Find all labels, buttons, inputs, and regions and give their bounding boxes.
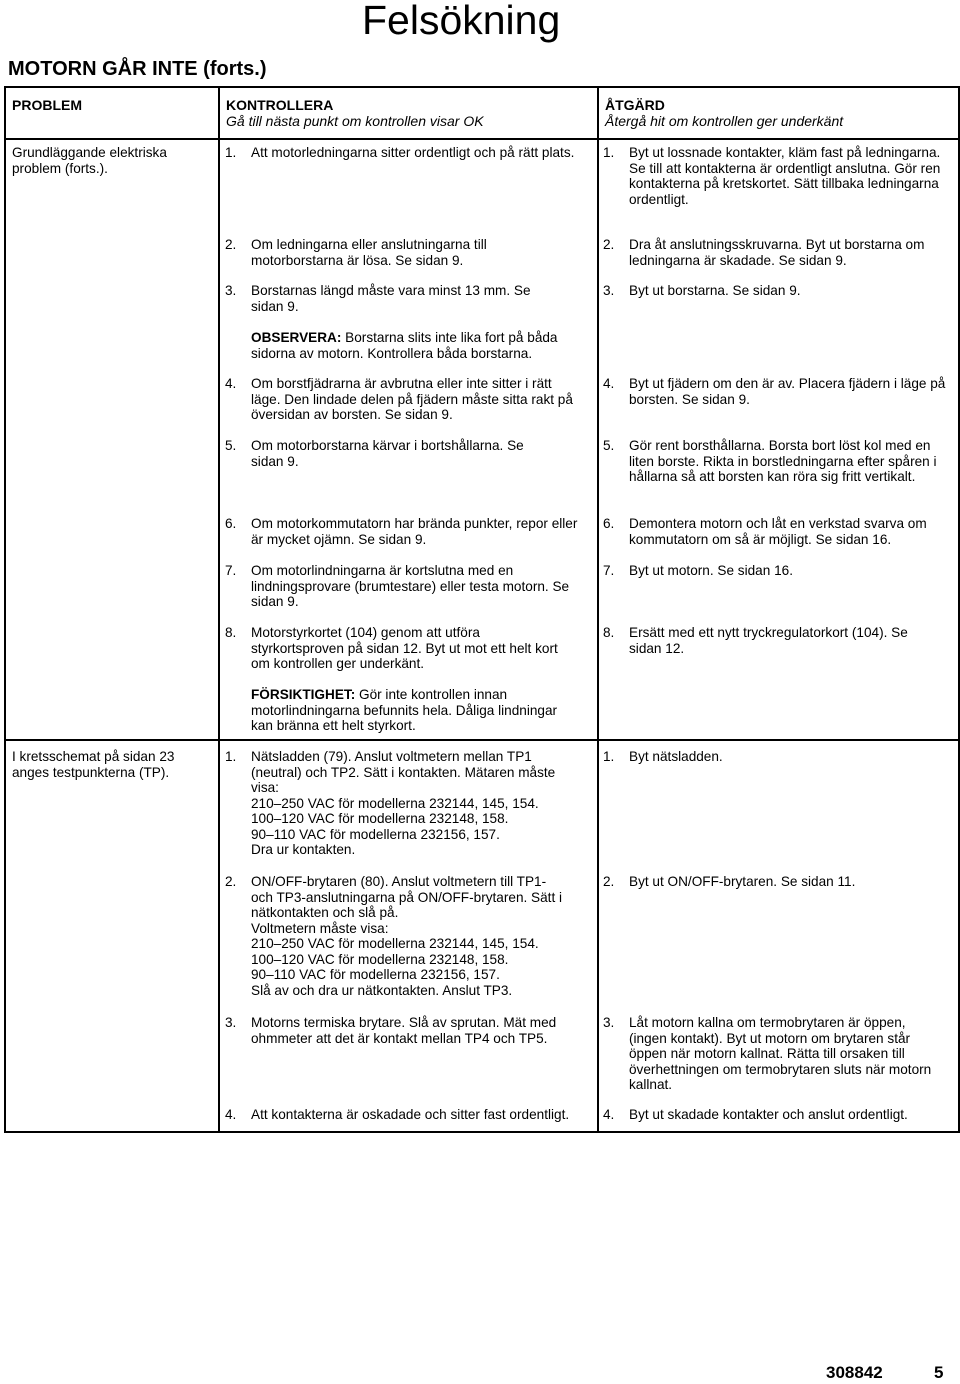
action-item: 3. Låt motorn kallna om termobrytaren är öppen, (ingen kontakt). Byt ut motorn om brytaren står öppen när motorn kallnat. Rätta till orsaken till överhettningen om termobrytaren sluts när motorn kallnat. [603, 1015, 932, 1092]
action-item: 4. Byt ut skadade kontakter och anslut ordentligt. [603, 1107, 908, 1122]
header-action-subtitle: Återgå hit om kontrollen ger underkänt [605, 112, 844, 129]
check-item: 4. Att kontakterna är oskadade och sitter fast ordentligt. [225, 1107, 570, 1122]
action-item: 4. Byt ut fjädern om den är av. Placera fjädern i läge på borsten. Se sidan 9. [603, 376, 946, 407]
check-item: 1. Att motorledningarna sitter ordentligt och på rätt plats. [225, 145, 575, 160]
column-divider [218, 88, 220, 1131]
note-observera: OBSERVERA: Borstarna slits inte lika fort på båda sidorna av motorn. Kontrollera båda borstarna. [251, 330, 558, 361]
troubleshooting-table [4, 86, 960, 1133]
check-item: 2. ON/OFF-brytaren (80). Anslut voltmetern till TP1- och TP3-anslutningarna på ON/OFF-brytaren. Sätt i nätkontakten och slå på. Voltmetern måste visa: 210–250 VAC för modellerna 232144, 145, 154. 100–120 VAC för modellerna 232148, 158. 90–110 VAC för modellerna 232156, 157. Slå av och dra ur nätkontakten. Anslut TP3. [225, 874, 563, 998]
document-number: 308842 [826, 1363, 883, 1382]
action-item: 2. Byt ut ON/OFF-brytaren. Se sidan 11. [603, 874, 856, 889]
check-item: 6. Om motorkommutatorn har brända punkter, repor eller är mycket ojämn. Se sidan 9. [225, 516, 578, 547]
check-item: 8. Motorstyrkortet (104) genom att utföra styrkortsproven på sidan 12. Byt ut mot ett helt kort om kontrollen ger underkänt. [225, 625, 558, 671]
check-item: 7. Om motorlindningarna är kortslutna med en lindningsprovare (brumtestare) eller testa motorn. Se sidan 9. [225, 563, 570, 609]
header-action [605, 98, 950, 129]
problem-cell: I kretsschemat på sidan 23 anges testpunkterna (TP). [12, 749, 175, 780]
action-item: 3. Byt ut borstarna. Se sidan 9. [603, 283, 801, 298]
header-problem: PROBLEM [12, 97, 82, 113]
action-item: 8. Ersätt med ett nytt tryckregulatorkort (104). Se sidan 12. [603, 625, 908, 656]
action-item: 5. Gör rent borsthållarna. Borsta bort löst kol med en liten borste. Rikta in borstledningarna efter spåren i hållarna så att borsten kan röra sig fritt vertikalt. [603, 438, 937, 484]
column-divider [597, 88, 599, 1131]
problem-cell: Grundläggande elektriska problem (forts.). [12, 145, 167, 176]
header-check-title: KONTROLLERA [226, 97, 334, 113]
check-item: 3. Motorns termiska brytare. Slå av sprutan. Mät med ohmmeter att det är kontakt mellan TP4 och TP5. [225, 1015, 557, 1046]
action-item: 2. Dra åt anslutningsskruvarna. Byt ut borstarna om ledningarna är skadade. Se sidan 9. [603, 237, 925, 268]
check-item: 2. Om ledningarna eller anslutningarna till motorborstarna är lösa. Se sidan 9. [225, 237, 487, 268]
action-item: 6. Demontera motorn och låt en verkstad svarva om kommutatorn om så är möjligt. Se sidan 16. [603, 516, 927, 547]
check-item: 5. Om motorborstarna kärvar i bortshållarna. Se sidan 9. [225, 438, 524, 469]
group-divider [6, 739, 958, 741]
header-action-title: ÅTGÄRD [605, 97, 665, 113]
page-title: Felsökning [362, 0, 561, 43]
note-forsiktighet: FÖRSIKTIGHET: Gör inte kontrollen innan motorlindningarna befunnits hela. Dåliga lindningar kan bränna ett helt styrkort. [251, 687, 558, 733]
section-heading: MOTORN GÅR INTE (forts.) [8, 58, 267, 80]
action-item: 1. Byt ut lossnade kontakter, kläm fast på ledningarna. Se till att kontakterna är ordentligt anslutna. Gör ren kontakterna på kretskortet. Sätt tillbaka ledningarna ordentligt. [603, 145, 941, 207]
action-item: 7. Byt ut motorn. Se sidan 16. [603, 563, 793, 578]
action-item: 1. Byt nätsladden. [603, 749, 723, 764]
check-item: 3. Borstarnas längd måste vara minst 13 mm. Se sidan 9. [225, 283, 531, 314]
header-check-subtitle: Gå till nästa punkt om kontrollen visar OK [226, 112, 484, 129]
check-item: 1. Nätsladden (79). Anslut voltmetern mellan TP1 (neutral) och TP2. Sätt i kontakten. Mätaren måste visa: 210–250 VAC för modellerna 232144, 145, 154. 100–120 VAC för modellerna 232148, 158. 90–110 VAC för modellerna 232156, 157. Dra ur kontakten. [225, 749, 556, 857]
page-number: 5 [934, 1363, 944, 1382]
check-item: 4. Om borstfjädrarna är avbrutna eller inte sitter i rätt läge. Den lindade delen på fjädern måste sitta rakt på översidan av borsten. Se sidan 9. [225, 376, 573, 422]
header-check [226, 98, 586, 129]
header-divider [6, 138, 958, 140]
